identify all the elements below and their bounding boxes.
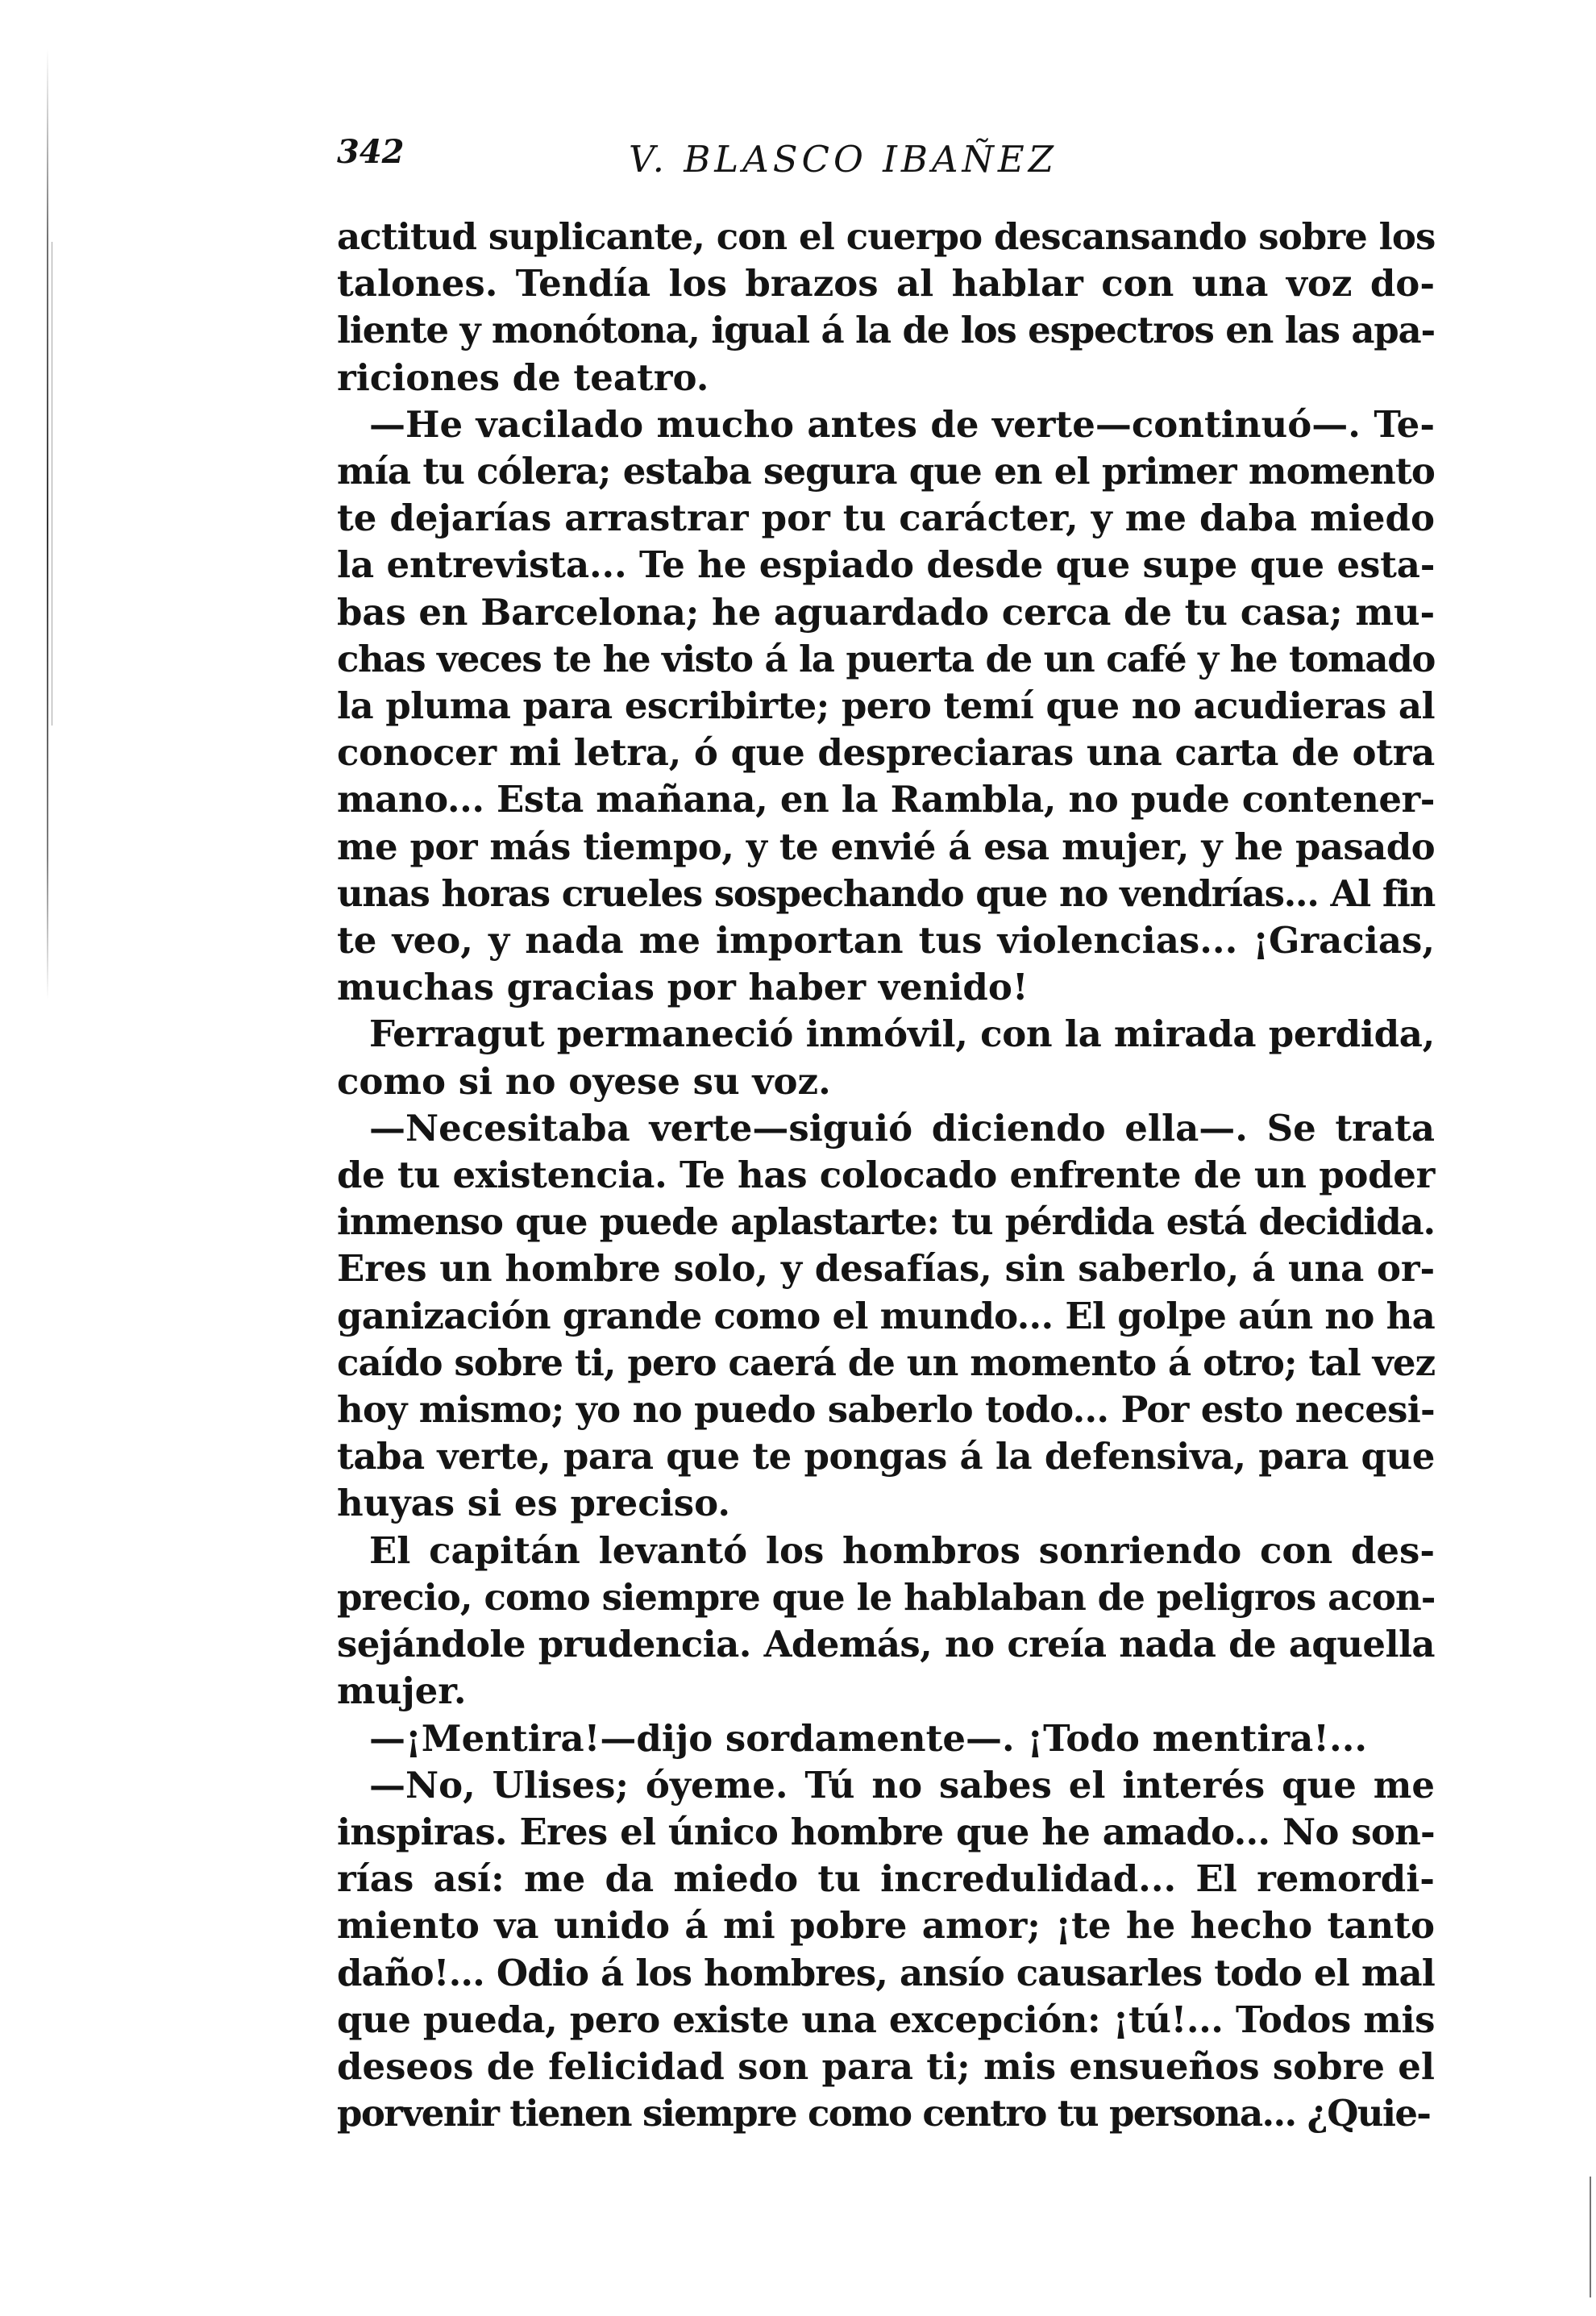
text-line: —No, Ulises; óyeme. Tú no sabes el interés que me (369, 1763, 1435, 1807)
text-line: sejándole prudencia. Además, no creía nada de aquella (337, 1623, 1435, 1666)
text-line: Ferragut permaneció inmóvil, con la mirada perdida, (369, 1012, 1435, 1056)
scan-edge-left (47, 48, 48, 1000)
paragraph (337, 1105, 1435, 1528)
text-line: rías así: me da miedo tu incredulidad... El remordi- (337, 1857, 1435, 1901)
text-line: te dejarías arrastrar por tu carácter, y me daba miedo (337, 497, 1435, 540)
text-line: mujer. (337, 1669, 467, 1713)
text-line: —Necesitaba verte—siguió diciendo ella—. Se trata (369, 1106, 1435, 1150)
text-line: miento va unido á mi pobre amor; ¡te he hecho tanto (337, 1904, 1435, 1948)
book-page (337, 133, 1435, 2137)
text-line: daño!... Odio á los hombres, ansío causarles todo el mal (337, 1951, 1435, 1994)
text-line: taba verte, para que te pongas á la defensiva, para que (337, 1435, 1435, 1478)
text-line: chas veces te he visto á la puerta de un café y he tomado (337, 637, 1435, 680)
running-head (337, 133, 1435, 189)
text-line: riciones de teatro. (337, 356, 709, 399)
text-line: liente y monótona, igual á la de los espectros en las apa- (337, 309, 1435, 352)
scan-edge-right (1590, 2177, 1591, 2297)
paragraph (337, 1011, 1435, 1104)
text-line: te veo, y nada me importan tus violencias... ¡Gracias, (337, 919, 1435, 963)
text-line: la pluma para escribirte; pero temí que no acudieras al (337, 684, 1435, 728)
text-line: muchas gracias por haber venido! (337, 966, 1029, 1009)
text-line: caído sobre ti, pero caerá de un momento á otro; tal vez (337, 1341, 1436, 1384)
body-text (337, 214, 1435, 2137)
text-line: porvenir tienen siempre como centro tu persona... ¿Quie- (337, 2092, 1431, 2135)
text-line: deseos de felicidad son para ti; mis ensueños sobre el (337, 2044, 1435, 2088)
paragraph (337, 214, 1435, 401)
text-line: inmenso que puede aplastarte: tu pérdida está decidida. (337, 1200, 1435, 1244)
text-line: El capitán levantó los hombros sonriendo con des- (369, 1528, 1435, 1572)
text-line: talones. Tendía los brazos al hablar con una voz do- (337, 262, 1435, 306)
text-line: de tu existencia. Te has colocado enfrente de un poder (337, 1154, 1435, 1197)
text-line: hoy mismo; yo no puedo saberlo todo... Por esto necesi- (337, 1388, 1435, 1432)
text-line: conocer mi letra, ó que despreciaras una carta de otra (337, 731, 1435, 775)
text-line: Eres un hombre solo, y desafías, sin saberlo, á una or- (337, 1247, 1435, 1291)
paragraph (337, 1762, 1435, 2138)
text-line: huyas si es preciso. (337, 1482, 730, 1525)
text-line: mano... Esta mañana, en la Rambla, no pude contener- (337, 778, 1435, 821)
text-line: ganización grande como el mundo... El golpe aún no ha (337, 1294, 1435, 1337)
text-line: —¡Mentira!—dijo sordamente—. ¡Todo mentira!... (369, 1716, 1368, 1760)
paragraph (337, 401, 1435, 1012)
text-line: que pueda, pero existe una excepción: ¡tú!... Todos mis (337, 1998, 1435, 2041)
text-line: me por más tiempo, y te envié á esa mujer, y he pasado (337, 825, 1435, 868)
text-line: actitud suplicante, con el cuerpo descansando sobre los (337, 215, 1436, 258)
paragraph (337, 1715, 1435, 1762)
page-number: 342 (337, 133, 405, 171)
text-line: precio, como siempre que le hablaban de peligros acon- (337, 1575, 1436, 1619)
text-line: bas en Barcelona; he aguardado cerca de tu casa; mu- (337, 590, 1435, 634)
running-title: V. BLASCO IBAÑEZ (629, 138, 1058, 181)
text-line: unas horas crueles sospechando que no vendrías... Al fin (337, 871, 1435, 915)
text-line: la entrevista... Te he espiado desde que supe que esta- (337, 543, 1436, 587)
text-line: —He vacilado mucho antes de verte—continuó—. Te- (369, 402, 1435, 446)
text-line: como si no oyese su voz. (337, 1059, 831, 1103)
paragraph (337, 1528, 1435, 1715)
text-line: mía tu cólera; estaba segura que en el primer momento (337, 450, 1435, 493)
text-line: inspiras. Eres el único hombre que he amado... No son- (337, 1810, 1435, 1853)
